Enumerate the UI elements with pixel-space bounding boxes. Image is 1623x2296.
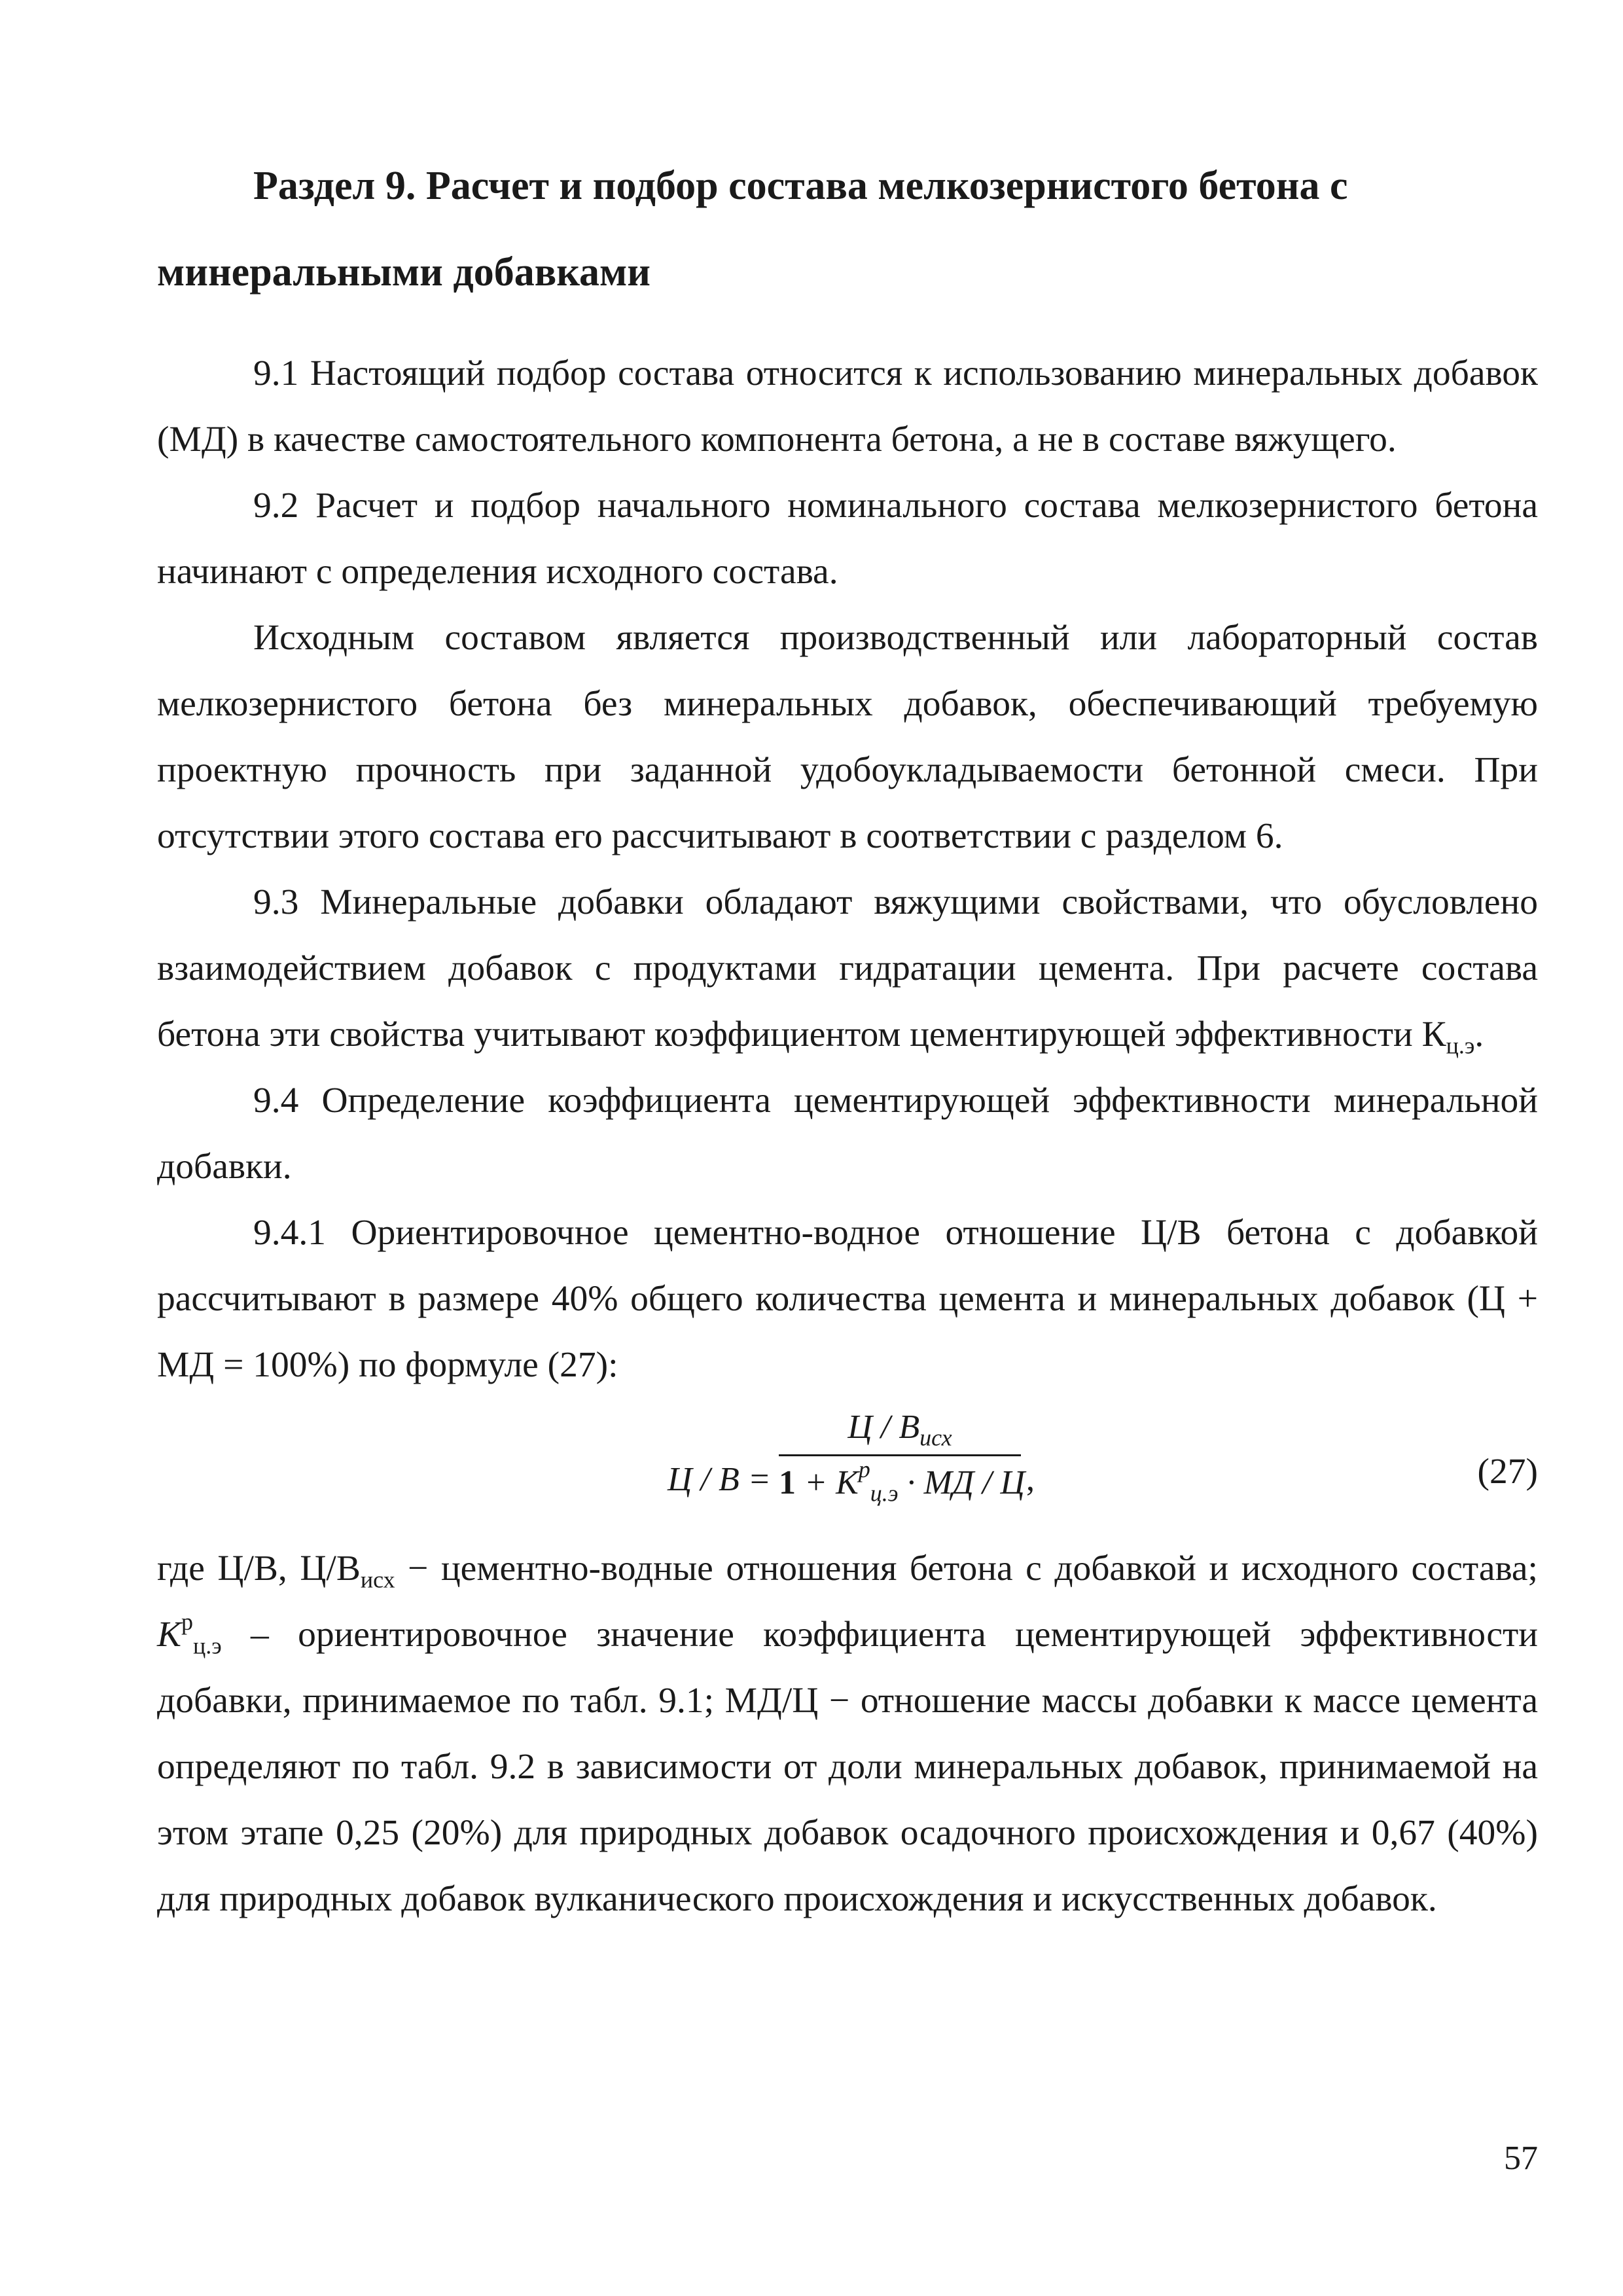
formula-comma: , [1026,1461,1035,1498]
section-heading-line-2: минеральными добавками [157,250,651,295]
page-number: 57 [1504,2140,1538,2177]
section-heading [157,143,1538,315]
paragraph-9-3 [157,869,1538,1067]
formula-numerator [779,1405,1021,1450]
explanation-k-superscript: р [181,1608,194,1635]
formula-denominator-subscript: ц.э [870,1480,899,1507]
paragraph-9-3-end: . [1474,1014,1484,1054]
paragraph-9-4-1: 9.4.1 Ориентировочное цементно-водное отношение Ц/В бетона с добавкой рассчитывают в размере 40% общего количества цемента и минеральных добавок (Ц + МД = 100%) по формуле (27): [157,1213,1538,1385]
paragraph-9-4: 9.4 Определение коэффициента цементирующей эффективности минеральной добавки. [157,1081,1538,1187]
section-heading-line-1: Раздел 9. Расчет и подбор состава мелкозернистого бетона с [253,164,1348,208]
explanation-part-3: – ориентировочное значение коэффициента цементирующей эффективности добавки, принимаемое по табл. 9.1; МД/Ц − отношение массы добавки к массе цемента определяют по табл. 9.2 в зависимости от доли минеральных добавок, принимаемой на этом этапе 0,25 (20%) для природных добавок осадочного происхождения и 0,67 (40%) для природных добавок вулканического происхождения и искусственных добавок. [157,1615,1538,1919]
formula-denominator [779,1456,1026,1507]
explanation-part-2: − цементно-водные отношения бетона с добавкой и исходного состава; [395,1549,1538,1588]
explanation-part-1: где Ц/В, Ц/В [157,1549,361,1588]
explanation-subscript-1: исх [360,1566,395,1593]
formula-fraction [779,1405,1026,1507]
formula-denominator-superscript: p [858,1456,870,1482]
formula-fraction-bar [779,1454,1021,1456]
paragraph-9-1: 9.1 Настоящий подбор состава относится к использованию минеральных добавок (МД) в качестве самостоятельного компонента бетона, а не в составе вяжущего. [157,353,1538,459]
formula-denominator-one: 1 [779,1464,796,1501]
formula-27 [157,1398,1538,1535]
formula-denominator-rest: · МД / Ц [898,1464,1026,1501]
formula-numerator-main: Ц / В [847,1408,920,1446]
formula-denominator-k: K [836,1464,859,1501]
paragraph-formula-explanation [157,1535,1538,1932]
paragraph-9-2: 9.2 Расчет и подбор начального номинального состава мелкозернистого бетона начинают с определения исходного состава. [157,486,1538,592]
document-body [157,340,1538,1932]
paragraph-9-3-text: 9.3 Минеральные добавки обладают вяжущими свойствами, что обусловлено взаимодействием добавок с продуктами гидратации цемента. При расчете состава бетона эти свойства учитывают коэффициентом цементирующей эффективности К [157,882,1538,1054]
formula-numerator-subscript: исх [919,1424,952,1451]
formula-denominator-plus: + [796,1464,836,1501]
formula-lhs: Ц / В = [668,1461,771,1498]
explanation-k-symbol: K [157,1615,182,1655]
formula-number: (27) [1477,1452,1538,1492]
paragraph-9-3-subscript: ц.э [1446,1032,1475,1059]
paragraph-initial-composition: Исходным составом является производственный или лабораторный состав мелкозернистого бетона без минеральных добавок, обеспечивающий требуемую проектную прочность при заданной удобоукладываемости бетонной смеси. При отсутствии этого состава его рассчитывают в соответствии с разделом 6. [157,618,1538,856]
explanation-k-subscript: ц.э [193,1632,222,1659]
